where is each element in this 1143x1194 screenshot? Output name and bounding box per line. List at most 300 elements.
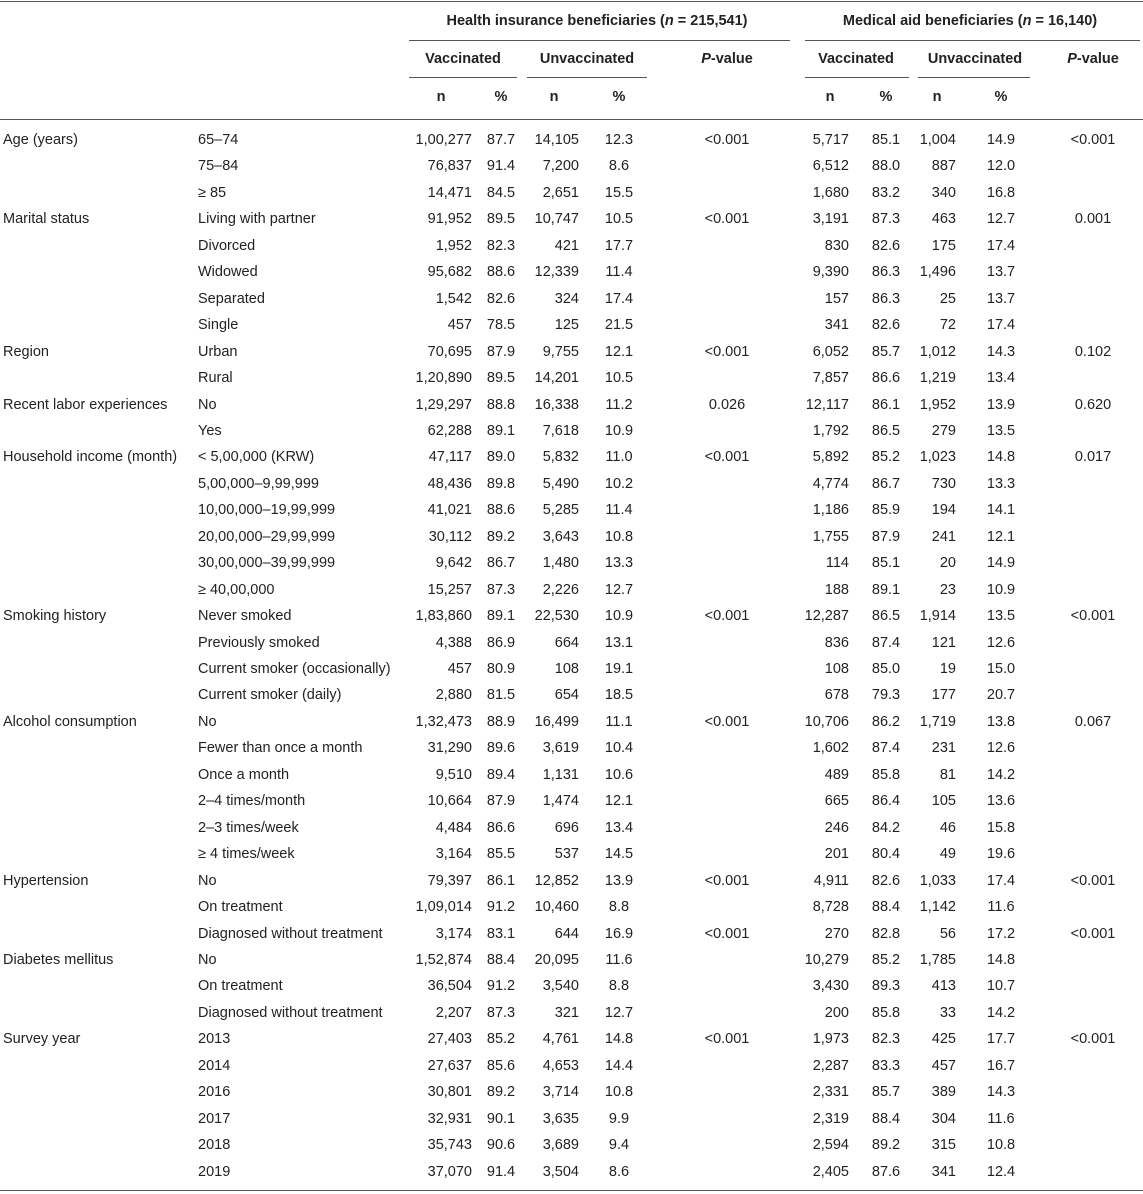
- m-vacc-pct: 85.0: [871, 661, 901, 677]
- m-vacc-pct: 79.3: [871, 687, 901, 704]
- h-vacc-n: 2,207: [435, 1004, 472, 1021]
- m-vacc-pct: 85.2: [871, 449, 901, 466]
- row-subcategory: 20,00,000–29,99,999: [198, 528, 336, 545]
- h-vacc-n: 1,83,860: [415, 608, 472, 625]
- m-unvacc-pct: 19.6: [986, 846, 1016, 863]
- m-vacc-pct: 82.3: [871, 1031, 901, 1048]
- h-vacc-pct: 91.4: [486, 1163, 516, 1180]
- m-vacc-n: 2,405: [812, 1163, 849, 1180]
- h-unvacc-n: 644: [554, 925, 579, 942]
- h-vacc-pct: 85.6: [486, 1057, 516, 1074]
- row-subcategory: Divorced: [198, 237, 256, 254]
- m-vacc-pct: 85.9: [871, 502, 901, 519]
- h-vacc-pct: 87.9: [486, 793, 516, 810]
- m-vacc-pct: 86.6: [871, 370, 901, 386]
- h-vacc-n: 1,09,014: [415, 899, 472, 915]
- h-unvacc-n: 125: [554, 317, 579, 334]
- m-pvalue: 0.620: [1074, 396, 1112, 413]
- h-unvacc-pct-header: %: [612, 89, 626, 105]
- m-unvacc-pct: 14.8: [986, 449, 1016, 466]
- m-vacc-pct: 86.4: [871, 793, 901, 810]
- row-subcategory: 2013: [198, 1031, 231, 1048]
- m-vacc-pct: 82.8: [871, 925, 901, 942]
- m-vacc-n: 108: [824, 661, 849, 677]
- m-unvacc-pct: 12.4: [986, 1163, 1016, 1180]
- m-unvacc-n: 389: [931, 1084, 956, 1101]
- h-vacc-n: 27,403: [427, 1031, 472, 1048]
- row-subcategory: Living with partner: [198, 211, 316, 228]
- m-vacc-pct: 86.1: [871, 396, 901, 413]
- h-vacc-pct: 87.7: [486, 132, 516, 148]
- m-pvalue: <0.001: [1070, 1031, 1116, 1048]
- m-vacc-n: 4,774: [812, 475, 849, 492]
- m-unvacc-n: 49: [939, 846, 956, 863]
- m-vacc-pct: 85.7: [871, 343, 901, 360]
- m-unvacc-pct: 14.9: [986, 132, 1016, 148]
- h-unvacc-n: 14,201: [534, 370, 579, 386]
- m-unvacc-n: 1,004: [919, 132, 956, 148]
- m-vacc-n: 6,052: [812, 343, 849, 360]
- h-unvacc-pct: 12.3: [604, 132, 634, 148]
- row-subcategory: 2–3 times/week: [198, 819, 299, 836]
- m-unvacc-pct: 12.1: [986, 528, 1016, 545]
- m-unvacc-n: 241: [931, 528, 956, 545]
- h-unvacc-n: 3,689: [542, 1137, 579, 1154]
- group1-header: Health insurance beneficiaries (n = 215,541): [446, 13, 748, 29]
- h-vacc-n: 47,117: [428, 449, 472, 466]
- m-unvacc-pct: 15.0: [986, 661, 1016, 677]
- m-unvacc-pct: 17.4: [986, 317, 1016, 334]
- h-unvacc-pct: 13.1: [604, 634, 634, 651]
- m-unvacc-n: 341: [931, 1163, 956, 1180]
- h-unvacc-pct: 9.9: [608, 1110, 630, 1127]
- row-subcategory: 65–74: [198, 132, 239, 148]
- h-vacc-pct: 90.1: [486, 1110, 516, 1127]
- m-vacc-n: 10,706: [804, 713, 849, 730]
- h-unvacc-pct: 10.8: [604, 1084, 634, 1101]
- row-category: Hypertension: [3, 872, 89, 889]
- m-vacc-pct: 87.3: [871, 211, 901, 228]
- row-subcategory: < 5,00,000 (KRW): [198, 449, 315, 466]
- m-vacc-pct: 86.3: [871, 264, 901, 281]
- m-vacc-n: 6,512: [812, 158, 849, 175]
- h-vacc-pct-header: %: [494, 89, 508, 105]
- m-unvacc-pct: 13.5: [986, 608, 1016, 625]
- m-vacc-n: 188: [824, 581, 849, 598]
- h-unvacc-pct: 15.5: [604, 184, 634, 201]
- h-unvacc-pct: 11.4: [605, 264, 633, 281]
- h-vacc-pct: 88.8: [486, 396, 516, 413]
- m-pvalue: <0.001: [1070, 608, 1116, 625]
- m-unvacc-n: 413: [931, 978, 956, 995]
- m-vacc-pct: 86.2: [871, 713, 901, 730]
- h-unvacc-n-header: n: [549, 89, 559, 105]
- h-vacc-n: 62,288: [427, 422, 472, 439]
- m-unvacc-pct-header: %: [994, 89, 1008, 105]
- m-unvacc-pct: 14.8: [986, 951, 1016, 968]
- row-category: Smoking history: [3, 608, 107, 625]
- m-vacc-n: 2,319: [812, 1110, 849, 1127]
- h-vacc-n: 457: [447, 661, 472, 677]
- table-top-rule: [0, 1, 1143, 2]
- h-vacc-n: 79,397: [427, 872, 472, 889]
- m-unvacc-n: 1,914: [919, 608, 956, 625]
- h-vacc-pct: 89.2: [486, 528, 516, 545]
- row-subcategory: Current smoker (daily): [198, 687, 342, 704]
- row-subcategory: No: [198, 396, 217, 413]
- row-subcategory: 10,00,000–19,99,999: [198, 502, 336, 519]
- row-subcategory: Fewer than once a month: [198, 740, 363, 757]
- h-unvacc-n: 3,635: [542, 1110, 579, 1127]
- row-subcategory: Rural: [198, 370, 233, 386]
- m-unvacc-n: 457: [931, 1057, 956, 1074]
- m-vacc-pct: 87.4: [871, 740, 901, 757]
- h-vacc-n: 27,637: [427, 1057, 472, 1074]
- m-unvacc-pct: 11.6: [987, 1110, 1015, 1127]
- h-vacc-pct: 90.6: [486, 1137, 516, 1154]
- row-subcategory: Urban: [198, 343, 238, 360]
- h-unvacc-pct: 12.1: [604, 793, 634, 810]
- m-vacc-n: 5,892: [812, 449, 849, 466]
- m-unvacc-n: 340: [931, 184, 956, 201]
- h-pvalue: <0.001: [704, 713, 750, 730]
- m-pvalue: <0.001: [1070, 132, 1116, 148]
- row-subcategory: No: [198, 713, 217, 730]
- h-unvacc-pct: 14.4: [604, 1057, 634, 1074]
- row-subcategory: 2016: [198, 1084, 231, 1101]
- m-unvacc-n: 1,785: [919, 951, 956, 968]
- m-unvacc-pct: 14.1: [986, 502, 1016, 519]
- m-unvacc-n: 304: [931, 1110, 956, 1127]
- h-unvacc-n: 654: [554, 687, 579, 704]
- m-vacc-n: 836: [824, 634, 849, 651]
- h-unvacc-n: 14,105: [534, 132, 579, 148]
- h-unvacc-n: 1,131: [542, 766, 579, 783]
- m-vacc-n: 7,857: [812, 370, 849, 386]
- m-unvacc-n: 425: [931, 1031, 956, 1048]
- m-vacc-n-header: n: [825, 89, 835, 105]
- m-unvacc-n: 177: [931, 687, 956, 704]
- m-pvalue: 0.067: [1074, 713, 1112, 730]
- row-subcategory: On treatment: [198, 899, 283, 915]
- row-subcategory: 2017: [198, 1110, 231, 1127]
- m-unvacc-pct: 11.6: [987, 899, 1015, 915]
- h-vacc-pct: 88.6: [486, 264, 516, 281]
- m-vacc-n: 489: [824, 766, 849, 783]
- m-unvacc-pct: 13.7: [986, 290, 1016, 307]
- row-subcategory: On treatment: [198, 978, 283, 995]
- m-unvacc-n: 33: [939, 1004, 956, 1021]
- m-unvacc-n: 105: [931, 793, 956, 810]
- h-unvacc-n: 12,852: [534, 872, 579, 889]
- h-unvacc-n: 664: [554, 634, 579, 651]
- row-category: Age (years): [3, 132, 78, 148]
- m-vacc-pct: 80.4: [871, 846, 901, 863]
- m-vacc-n: 200: [824, 1004, 849, 1021]
- h-unvacc-pct: 21.5: [604, 317, 634, 334]
- row-subcategory: No: [198, 951, 217, 968]
- m-vacc-pct: 89.3: [871, 978, 901, 995]
- m-vacc-pct: 88.0: [871, 158, 901, 175]
- m-vacc-n: 678: [824, 687, 849, 704]
- h-vacc-n: 37,070: [427, 1163, 472, 1180]
- m-unvacc-n: 194: [931, 502, 956, 519]
- h-vacc-n: 41,021: [427, 502, 472, 519]
- h-vacc-n: 91,952: [427, 211, 472, 228]
- h-vacc-pct: 82.6: [486, 290, 516, 307]
- row-category: Region: [3, 343, 49, 360]
- h-unvacc-pct: 8.8: [608, 978, 630, 995]
- h-vacc-n: 1,00,277: [415, 132, 472, 148]
- m-unvacc-pct: 10.7: [986, 978, 1016, 995]
- group2-header: Medical aid beneficiaries (n = 16,140): [842, 13, 1098, 29]
- m-vacc-pct: 87.6: [871, 1163, 901, 1180]
- h-vacc-pct: 83.1: [486, 925, 516, 942]
- h-unvacc-n: 10,747: [534, 211, 579, 228]
- row-subcategory: Diagnosed without treatment: [198, 1004, 383, 1021]
- row-subcategory: 2018: [198, 1137, 231, 1154]
- m-unvacc-n: 1,023: [919, 449, 956, 466]
- row-subcategory: 2019: [198, 1163, 231, 1180]
- h-vacc-pct: 89.4: [486, 766, 516, 783]
- h-unvacc-pct: 11.6: [605, 951, 633, 968]
- h-vacc-n: 30,801: [427, 1084, 472, 1101]
- m-vacc-n: 1,755: [812, 528, 849, 545]
- h-unvacc-pct: 10.5: [604, 211, 634, 228]
- h-unvacc-pct: 11.2: [605, 396, 633, 413]
- m-vacc-pct: 82.6: [871, 317, 901, 334]
- m-vacc-n: 1,680: [812, 184, 849, 201]
- h-unvacc-pct: 10.5: [604, 370, 634, 386]
- h-vacc-pct: 87.3: [486, 581, 516, 598]
- m-pvalue-header: P-value: [1067, 51, 1119, 67]
- m-unvacc-pct: 12.0: [986, 158, 1016, 175]
- m-vacc-pct: 84.2: [871, 819, 901, 836]
- h-unvacc-n: 20,095: [534, 951, 579, 968]
- m-unvacc-underline: [918, 77, 1030, 78]
- m-unvacc-n: 279: [931, 422, 956, 439]
- h-vacc-n: 457: [447, 317, 472, 334]
- h-vacc-pct: 87.9: [486, 343, 516, 360]
- h-vaccinated-header: Vaccinated: [425, 51, 501, 67]
- h-vacc-n: 70,695: [427, 343, 472, 360]
- m-unvacc-pct: 10.8: [986, 1137, 1016, 1154]
- m-vacc-pct: 82.6: [871, 237, 901, 254]
- m-vacc-n: 3,430: [812, 978, 849, 995]
- m-unvacc-pct: 13.4: [986, 370, 1016, 386]
- m-vacc-pct: 85.7: [871, 1084, 901, 1101]
- h-vacc-n: 4,388: [435, 634, 472, 651]
- h-vacc-pct: 91.2: [486, 899, 516, 915]
- row-category: Alcohol consumption: [3, 713, 137, 730]
- h-vacc-n: 14,471: [427, 184, 472, 201]
- m-unvacc-n: 1,496: [919, 264, 956, 281]
- m-vacc-n: 9,390: [812, 264, 849, 281]
- h-vacc-underline: [409, 77, 517, 78]
- h-unvacc-pct: 12.1: [604, 343, 634, 360]
- h-vacc-n: 1,29,297: [415, 396, 472, 413]
- h-unvacc-pct: 10.9: [604, 422, 634, 439]
- h-unvacc-n: 5,285: [542, 502, 579, 519]
- h-unvacc-n: 696: [554, 819, 579, 836]
- h-unvacc-pct: 11.0: [605, 449, 633, 466]
- m-unvacc-pct: 15.8: [986, 819, 1016, 836]
- m-unvacc-pct: 13.6: [986, 793, 1016, 810]
- row-subcategory: Never smoked: [198, 608, 292, 625]
- m-vacc-pct: 88.4: [871, 899, 901, 915]
- h-unvacc-pct: 19.1: [604, 661, 634, 677]
- m-vacc-pct: 87.9: [871, 528, 901, 545]
- m-vacc-n: 8,728: [812, 899, 849, 915]
- m-unvacc-pct: 13.7: [986, 264, 1016, 281]
- m-unvacc-pct: 13.9: [986, 396, 1016, 413]
- h-vacc-n: 36,504: [427, 978, 472, 995]
- h-unvacc-n: 10,460: [534, 899, 579, 915]
- h-vacc-pct: 87.3: [486, 1004, 516, 1021]
- h-unvacc-n: 5,832: [542, 449, 579, 466]
- h-unvacc-n: 537: [554, 846, 579, 863]
- h-unvacc-pct: 10.4: [604, 740, 634, 757]
- m-vacc-pct: 87.4: [871, 634, 901, 651]
- m-vacc-n: 246: [824, 819, 849, 836]
- m-unvacc-pct: 14.9: [986, 555, 1016, 572]
- m-vacc-n: 5,717: [812, 132, 849, 148]
- m-pvalue: 0.102: [1074, 343, 1112, 360]
- h-unvacc-pct: 8.6: [608, 1163, 630, 1180]
- h-unvacc-pct: 11.4: [605, 502, 633, 519]
- m-vacc-underline: [805, 77, 909, 78]
- m-vacc-n: 270: [824, 925, 849, 942]
- h-unvacc-n: 3,714: [542, 1084, 579, 1101]
- m-vacc-pct: 88.4: [871, 1110, 901, 1127]
- h-vacc-n: 1,32,473: [415, 713, 472, 730]
- h-pvalue: <0.001: [704, 132, 750, 148]
- row-category: Household income (month): [3, 449, 178, 466]
- h-unvacc-pct: 13.4: [604, 819, 634, 836]
- h-vacc-n: 1,952: [435, 237, 472, 254]
- m-vacc-pct: 82.6: [871, 872, 901, 889]
- h-unvacc-pct: 17.7: [604, 237, 634, 254]
- h-vacc-pct: 91.4: [486, 158, 516, 175]
- m-vacc-n: 1,792: [812, 422, 849, 439]
- h-vacc-n: 2,880: [435, 687, 472, 704]
- row-subcategory: 5,00,000–9,99,999: [198, 475, 319, 492]
- h-unvacc-n: 321: [554, 1004, 579, 1021]
- h-pvalue: <0.001: [704, 608, 750, 625]
- h-vacc-n: 4,484: [435, 819, 472, 836]
- group2-underline: [805, 40, 1140, 41]
- m-vacc-n: 830: [824, 237, 849, 254]
- h-unvacc-pct: 18.5: [604, 687, 634, 704]
- h-unvacc-n: 16,338: [534, 396, 579, 413]
- h-vacc-pct: 85.5: [486, 846, 516, 863]
- row-subcategory: 2014: [198, 1057, 231, 1074]
- h-vacc-n: 9,510: [435, 766, 472, 783]
- h-unvacc-pct: 16.9: [604, 925, 634, 942]
- m-unvacc-n: 1,952: [919, 396, 956, 413]
- m-unvacc-n: 72: [939, 317, 956, 334]
- h-vacc-pct: 82.3: [486, 237, 516, 254]
- m-vacc-pct: 85.8: [871, 766, 901, 783]
- m-vacc-pct: 85.8: [871, 1004, 901, 1021]
- m-unvacc-pct: 12.7: [986, 211, 1016, 228]
- h-vacc-n: 31,290: [427, 740, 472, 757]
- row-subcategory: 30,00,000–39,99,999: [198, 555, 336, 572]
- m-vacc-pct: 83.2: [871, 184, 901, 201]
- row-subcategory: Current smoker (occasionally): [198, 661, 391, 677]
- h-unvacc-n: 3,504: [542, 1163, 579, 1180]
- row-category: Marital status: [3, 211, 90, 228]
- m-vacc-pct: 85.1: [871, 555, 901, 572]
- m-unvacc-n: 46: [939, 819, 956, 836]
- h-pvalue: <0.001: [704, 872, 750, 889]
- m-unvacc-pct: 14.2: [986, 1004, 1016, 1021]
- h-unvacc-n: 1,480: [542, 555, 579, 572]
- m-unvacc-n: 19: [939, 661, 956, 677]
- h-unvacc-pct: 12.7: [604, 1004, 634, 1021]
- h-vacc-n: 3,174: [435, 925, 472, 942]
- h-unvacc-pct: 10.2: [604, 475, 634, 492]
- h-vacc-n: 1,20,890: [415, 370, 472, 386]
- h-unvaccinated-header: Unvaccinated: [539, 51, 635, 67]
- m-vaccinated-header: Vaccinated: [818, 51, 894, 67]
- m-vacc-n: 10,279: [804, 951, 849, 968]
- h-unvacc-n: 324: [554, 290, 579, 307]
- row-category: Survey year: [3, 1031, 81, 1048]
- m-unvacc-n: 81: [939, 766, 956, 783]
- m-unvacc-pct: 14.3: [986, 1084, 1016, 1101]
- m-pvalue: 0.001: [1074, 211, 1112, 228]
- h-unvacc-n: 9,755: [542, 343, 579, 360]
- h-vacc-n: 76,837: [427, 158, 472, 175]
- m-unvacc-pct: 12.6: [986, 740, 1016, 757]
- h-vacc-pct: 89.5: [486, 370, 516, 386]
- h-vacc-n: 10,664: [427, 793, 472, 810]
- m-unvacc-n: 887: [931, 158, 956, 175]
- m-vacc-n: 4,911: [813, 872, 849, 889]
- h-unvacc-n: 2,651: [542, 184, 579, 201]
- m-unvacc-pct: 16.8: [986, 184, 1016, 201]
- h-vacc-pct: 88.9: [486, 713, 516, 730]
- h-vacc-n: 9,642: [435, 555, 472, 572]
- h-unvacc-pct: 14.5: [604, 846, 634, 863]
- h-unvacc-n: 5,490: [542, 475, 579, 492]
- h-pvalue: <0.001: [704, 1031, 750, 1048]
- h-vacc-pct: 89.5: [486, 211, 516, 228]
- m-unvacc-n: 1,012: [919, 343, 956, 360]
- h-vacc-n: 35,743: [427, 1137, 472, 1154]
- m-unvacc-pct: 20.7: [986, 687, 1016, 704]
- m-vacc-pct: 86.3: [871, 290, 901, 307]
- h-unvacc-pct: 13.9: [604, 872, 634, 889]
- m-unvacc-pct: 17.4: [986, 237, 1016, 254]
- h-unvacc-n: 2,226: [542, 581, 579, 598]
- m-unvacc-n-header: n: [932, 89, 942, 105]
- h-unvacc-n: 22,530: [534, 608, 579, 625]
- h-vacc-pct: 89.8: [486, 475, 516, 492]
- h-pvalue: <0.001: [704, 343, 750, 360]
- h-vacc-n: 1,542: [435, 290, 472, 307]
- m-unvacc-n: 20: [939, 555, 956, 572]
- m-unvacc-n: 25: [939, 290, 956, 307]
- m-vacc-n: 2,594: [812, 1137, 849, 1154]
- row-category: Recent labor experiences: [3, 396, 168, 413]
- m-pvalue: <0.001: [1070, 872, 1116, 889]
- m-vacc-pct: 86.7: [871, 475, 901, 492]
- m-vacc-pct: 89.1: [871, 581, 901, 598]
- m-unvacc-n: 23: [939, 581, 956, 598]
- h-vacc-pct: 89.6: [486, 740, 516, 757]
